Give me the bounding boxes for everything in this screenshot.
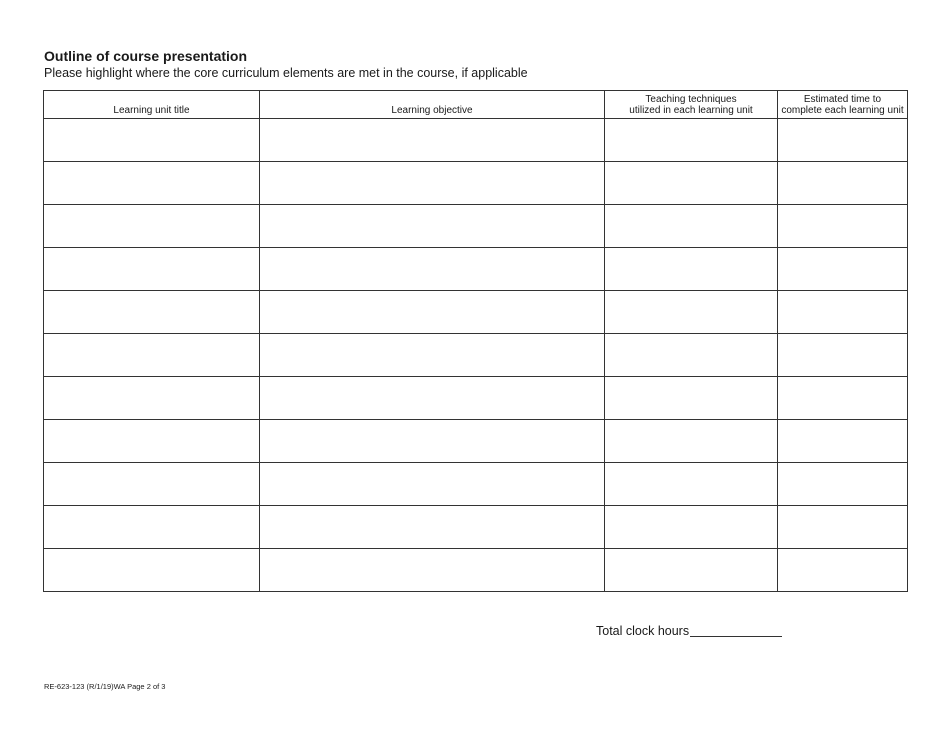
cell-input[interactable] (260, 377, 604, 419)
cell-input[interactable] (605, 119, 777, 161)
learning-unit-title-cell[interactable] (44, 377, 260, 420)
learning-unit-title-cell[interactable] (44, 506, 260, 549)
estimated-time-cell[interactable] (778, 549, 908, 592)
cell-input[interactable] (44, 162, 259, 204)
table-body (44, 119, 908, 592)
cell-input[interactable] (605, 334, 777, 376)
cell-input[interactable] (260, 420, 604, 462)
page-title: Outline of course presentation (44, 48, 248, 64)
cell-input[interactable] (778, 205, 907, 247)
table-row (44, 334, 908, 377)
learning-objective-cell[interactable] (260, 377, 605, 420)
table-row (44, 420, 908, 463)
teaching-techniques-cell[interactable] (605, 119, 778, 162)
estimated-time-cell[interactable] (778, 420, 908, 463)
teaching-techniques-cell[interactable] (605, 463, 778, 506)
cell-input[interactable] (260, 205, 604, 247)
cell-input[interactable] (44, 549, 259, 591)
learning-objective-cell[interactable] (260, 463, 605, 506)
header-learning-objective: Learning objective (260, 91, 605, 119)
learning-unit-title-cell[interactable] (44, 205, 260, 248)
teaching-techniques-cell[interactable] (605, 162, 778, 205)
cell-input[interactable] (778, 420, 907, 462)
cell-input[interactable] (778, 162, 907, 204)
total-clock-hours-field[interactable] (690, 636, 782, 637)
teaching-techniques-cell[interactable] (605, 549, 778, 592)
course-outline-table (43, 90, 908, 592)
estimated-time-cell[interactable] (778, 291, 908, 334)
cell-input[interactable] (605, 291, 777, 333)
cell-input[interactable] (44, 248, 259, 290)
learning-objective-cell[interactable] (260, 334, 605, 377)
cell-input[interactable] (605, 205, 777, 247)
teaching-techniques-cell[interactable] (605, 248, 778, 291)
estimated-time-cell[interactable] (778, 506, 908, 549)
learning-unit-title-cell[interactable] (44, 162, 260, 205)
learning-objective-cell[interactable] (260, 119, 605, 162)
table-row (44, 549, 908, 592)
form-footer-id: RE-623-123 (R/1/19)WA Page 2 of 3 (44, 682, 166, 691)
learning-objective-cell[interactable] (260, 506, 605, 549)
estimated-time-cell[interactable] (778, 119, 908, 162)
cell-input[interactable] (44, 119, 259, 161)
cell-input[interactable] (44, 420, 259, 462)
cell-input[interactable] (260, 334, 604, 376)
cell-input[interactable] (605, 549, 777, 591)
cell-input[interactable] (44, 291, 259, 333)
header-teaching-techniques: Teaching techniques utilized in each learning unit (605, 91, 778, 119)
cell-input[interactable] (605, 420, 777, 462)
teaching-techniques-cell[interactable] (605, 205, 778, 248)
table-row (44, 162, 908, 205)
cell-input[interactable] (778, 119, 907, 161)
teaching-techniques-cell[interactable] (605, 377, 778, 420)
estimated-time-cell[interactable] (778, 377, 908, 420)
page-subtitle: Please highlight where the core curriculum elements are met in the course, if applicable (44, 66, 528, 80)
cell-input[interactable] (44, 334, 259, 376)
learning-unit-title-cell[interactable] (44, 291, 260, 334)
table-row (44, 119, 908, 162)
learning-unit-title-cell[interactable] (44, 119, 260, 162)
cell-input[interactable] (260, 248, 604, 290)
table-row (44, 291, 908, 334)
cell-input[interactable] (260, 549, 604, 591)
learning-objective-cell[interactable] (260, 291, 605, 334)
learning-objective-cell[interactable] (260, 549, 605, 592)
cell-input[interactable] (778, 549, 907, 591)
cell-input[interactable] (44, 506, 259, 548)
learning-objective-cell[interactable] (260, 205, 605, 248)
cell-input[interactable] (605, 162, 777, 204)
estimated-time-cell[interactable] (778, 205, 908, 248)
table-header-row (44, 91, 908, 119)
teaching-techniques-cell[interactable] (605, 291, 778, 334)
estimated-time-cell[interactable] (778, 334, 908, 377)
estimated-time-cell[interactable] (778, 463, 908, 506)
cell-input[interactable] (778, 377, 907, 419)
cell-input[interactable] (260, 506, 604, 548)
header-estimated-time: Estimated time to complete each learning unit (778, 91, 908, 119)
table-row (44, 248, 908, 291)
estimated-time-cell[interactable] (778, 248, 908, 291)
cell-input[interactable] (778, 248, 907, 290)
cell-input[interactable] (260, 463, 604, 505)
learning-unit-title-cell[interactable] (44, 549, 260, 592)
teaching-techniques-cell[interactable] (605, 334, 778, 377)
learning-objective-cell[interactable] (260, 420, 605, 463)
table-row (44, 506, 908, 549)
learning-unit-title-cell[interactable] (44, 420, 260, 463)
cell-input[interactable] (605, 506, 777, 548)
cell-input[interactable] (605, 377, 777, 419)
cell-input[interactable] (778, 291, 907, 333)
learning-unit-title-cell[interactable] (44, 334, 260, 377)
cell-input[interactable] (260, 119, 604, 161)
cell-input[interactable] (778, 506, 907, 548)
cell-input[interactable] (260, 291, 604, 333)
learning-objective-cell[interactable] (260, 248, 605, 291)
learning-unit-title-cell[interactable] (44, 463, 260, 506)
cell-input[interactable] (778, 334, 907, 376)
total-clock-hours-label: Total clock hours (596, 624, 690, 638)
cell-input[interactable] (605, 248, 777, 290)
cell-input[interactable] (260, 162, 604, 204)
cell-input[interactable] (605, 463, 777, 505)
header-learning-unit-title: Learning unit title (44, 91, 260, 119)
cell-input[interactable] (44, 377, 259, 419)
table-row (44, 205, 908, 248)
teaching-techniques-cell[interactable] (605, 506, 778, 549)
cell-input[interactable] (778, 463, 907, 505)
learning-objective-cell[interactable] (260, 162, 605, 205)
table-row (44, 377, 908, 420)
learning-unit-title-cell[interactable] (44, 248, 260, 291)
teaching-techniques-cell[interactable] (605, 420, 778, 463)
cell-input[interactable] (44, 205, 259, 247)
estimated-time-cell[interactable] (778, 162, 908, 205)
cell-input[interactable] (44, 463, 259, 505)
table-row (44, 463, 908, 506)
